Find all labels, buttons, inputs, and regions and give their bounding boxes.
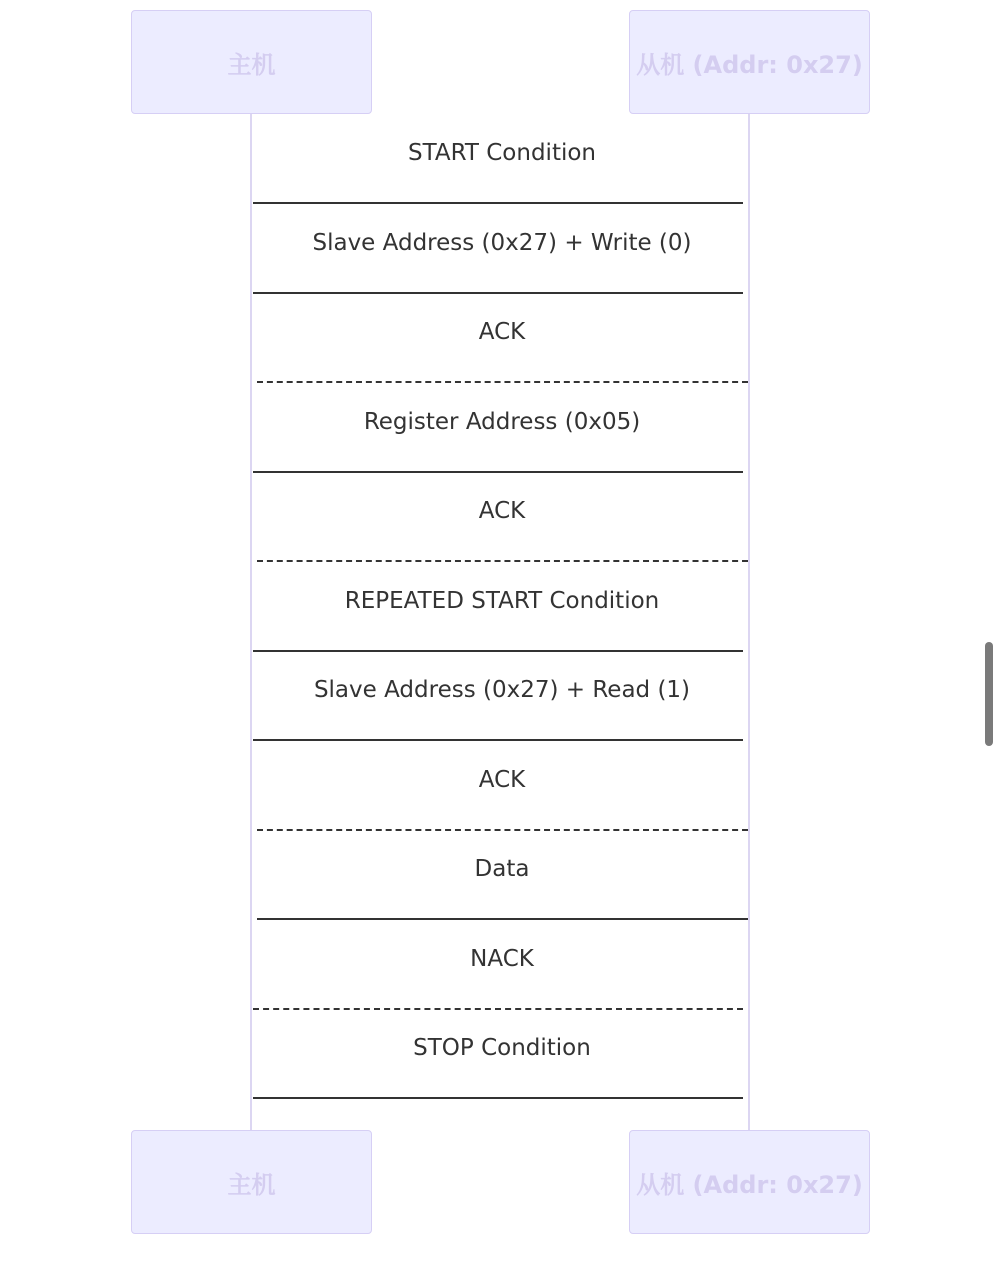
- message-line: [253, 292, 743, 294]
- message-label: STOP Condition: [413, 1035, 591, 1061]
- message-line: [253, 1097, 743, 1099]
- participant-master-top: [131, 10, 372, 114]
- message-label: Slave Address (0x27) + Read (1): [313, 677, 691, 703]
- message-line: [253, 739, 743, 741]
- participant-slave-top: [629, 10, 870, 114]
- message-line: [253, 1008, 743, 1010]
- participant-slave-bottom: [629, 1130, 870, 1234]
- message-label: ACK: [478, 319, 526, 345]
- message-line: [253, 650, 743, 652]
- lifeline-slave: [748, 114, 750, 1130]
- message-line: [257, 560, 748, 562]
- message-line: [257, 381, 748, 383]
- message-line: [257, 918, 748, 920]
- message-label: REPEATED START Condition: [344, 588, 660, 614]
- participant-master-label: 主机: [227, 50, 276, 79]
- message-label: NACK: [470, 946, 534, 972]
- message-label: ACK: [478, 767, 526, 793]
- message-label: START Condition: [407, 140, 597, 166]
- message-line: [253, 202, 743, 204]
- message-label: Slave Address (0x27) + Write (0): [312, 230, 692, 256]
- participant-slave-label: 从机 (Addr: 0x27): [636, 1170, 863, 1199]
- message-label: ACK: [478, 498, 526, 524]
- scrollbar-thumb[interactable]: [985, 642, 993, 746]
- participant-master-bottom: [131, 1130, 372, 1234]
- message-label: Data: [474, 856, 530, 882]
- participant-master-label: 主机: [227, 1170, 276, 1199]
- message-label: Register Address (0x05): [363, 409, 641, 435]
- lifeline-master: [250, 114, 252, 1130]
- participant-slave-label: 从机 (Addr: 0x27): [636, 50, 863, 79]
- message-line: [253, 471, 743, 473]
- message-line: [257, 829, 748, 831]
